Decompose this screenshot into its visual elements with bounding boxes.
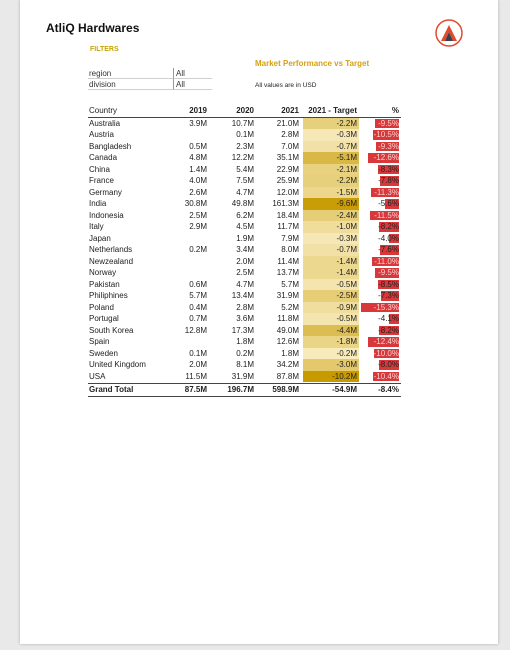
- pct-cell: [359, 198, 401, 210]
- pct-value: -4.1%: [378, 314, 399, 323]
- country-cell: South Korea: [89, 325, 134, 335]
- pct-value: -10.5%: [373, 130, 399, 139]
- pct-cell: [359, 221, 401, 233]
- table-row: [88, 210, 401, 222]
- total-2021: 598.9M: [272, 385, 299, 394]
- pct-value: -5.6%: [378, 199, 399, 208]
- country-cell: Bangladesh: [89, 141, 132, 151]
- country-cell: France: [89, 176, 114, 185]
- value-2021-cell: 22.9M: [276, 164, 299, 174]
- pct-value: -9.5%: [378, 268, 399, 277]
- target-gap-cell: -0.3M: [303, 129, 359, 141]
- pct-value: -4.0%: [378, 233, 399, 243]
- value-2021-cell: 5.2M: [281, 302, 299, 312]
- pct-cell: [359, 302, 401, 314]
- table-row: [88, 233, 401, 245]
- report-page: [20, 0, 498, 644]
- value-2020-cell: 31.9M: [231, 371, 254, 381]
- header-2021: 2021: [281, 106, 299, 115]
- filter-value[interactable]: All: [173, 68, 212, 79]
- table-row: [88, 325, 401, 337]
- value-2019-cell: 2.6M: [189, 187, 207, 197]
- header-pct: %: [391, 106, 399, 115]
- value-2020-cell: 4.7M: [236, 279, 254, 289]
- table-row: [88, 371, 401, 383]
- country-cell: Philiphines: [89, 291, 128, 300]
- pct-cell: [359, 141, 401, 153]
- value-2021-cell: 2.8M: [281, 130, 299, 139]
- country-cell: Australia: [89, 118, 121, 128]
- filter-key: division: [88, 79, 173, 90]
- value-2021-cell: 21.0M: [276, 118, 299, 128]
- value-2019-cell: [167, 336, 208, 348]
- pct-value: -7.3%: [378, 291, 399, 300]
- value-2019-cell: 0.7M: [189, 314, 207, 323]
- target-gap-cell: -10.2M: [303, 371, 359, 383]
- value-2019-cell: 0.1M: [189, 348, 207, 358]
- table-row: [88, 141, 401, 153]
- value-2021-cell: 35.1M: [276, 153, 299, 162]
- value-2019-cell: [167, 256, 208, 268]
- value-2019-cell: 0.6M: [189, 279, 207, 289]
- table-body: [88, 118, 401, 383]
- value-2020-cell: 2.8M: [236, 302, 254, 312]
- value-2020-cell: 2.0M: [236, 256, 254, 266]
- target-gap-cell: -2.1M: [303, 164, 359, 176]
- pct-cell: [359, 118, 401, 130]
- table-row: [88, 175, 401, 187]
- value-2020-cell: 8.1M: [236, 360, 254, 369]
- filter-value[interactable]: All: [173, 79, 212, 90]
- pct-value: -8.2%: [378, 222, 399, 231]
- value-2020-cell: 0.1M: [236, 130, 254, 139]
- value-2021-cell: 12.0M: [276, 187, 299, 197]
- country-cell: Japan: [89, 233, 111, 243]
- grand-total-row: [88, 383, 401, 397]
- header-2019: 2019: [189, 106, 207, 115]
- target-gap-cell: -1.4M: [303, 256, 359, 268]
- pct-value: -8.0%: [378, 360, 399, 369]
- atliq-logo-icon: [434, 18, 464, 48]
- pct-cell: [359, 290, 401, 302]
- country-cell: Canada: [89, 153, 118, 162]
- value-2020-cell: 17.3M: [231, 325, 254, 335]
- table-row: [88, 267, 401, 279]
- value-2021-cell: 34.2M: [276, 360, 299, 369]
- header-2020: 2020: [236, 106, 254, 115]
- target-gap-cell: -4.4M: [303, 325, 359, 337]
- table-row: [88, 359, 401, 371]
- value-2019-cell: 11.5M: [185, 371, 207, 381]
- table-row: [88, 290, 401, 302]
- value-2019-cell: [167, 233, 208, 245]
- pct-cell: [359, 279, 401, 291]
- value-2021-cell: 11.8M: [277, 314, 299, 323]
- country-cell: Newzealand: [89, 256, 134, 266]
- value-2021-cell: 5.7M: [281, 279, 299, 289]
- value-2019-cell: 30.8M: [184, 199, 207, 208]
- report-title: Market Performance vs Target: [255, 59, 370, 68]
- target-gap-cell: -0.3M: [303, 233, 359, 245]
- performance-table: [88, 105, 401, 397]
- target-gap-cell: -9.6M: [303, 198, 359, 210]
- value-2021-cell: 7.9M: [281, 233, 299, 243]
- pct-value: -11.3%: [374, 187, 399, 197]
- pct-cell: [359, 371, 401, 383]
- value-2019-cell: 5.7M: [189, 291, 207, 300]
- value-2019-cell: 2.0M: [189, 360, 207, 369]
- pct-cell: [359, 325, 401, 337]
- target-gap-cell: -0.5M: [303, 279, 359, 291]
- pct-value: -9.5%: [378, 118, 399, 128]
- pct-cell: [359, 256, 401, 268]
- total-target: -54.9M: [332, 385, 357, 394]
- total-2020: 196.7M: [227, 385, 254, 394]
- table-row: [88, 279, 401, 291]
- target-gap-cell: -3.0M: [303, 359, 359, 371]
- target-gap-cell: -0.5M: [303, 313, 359, 325]
- value-2019-cell: [167, 129, 208, 141]
- value-2021-cell: 49.0M: [276, 325, 299, 335]
- pct-cell: [359, 244, 401, 256]
- target-gap-cell: -2.4M: [303, 210, 359, 222]
- value-2020-cell: 7.5M: [236, 176, 254, 185]
- table-row: [88, 256, 401, 268]
- value-2020-cell: 2.3M: [236, 141, 254, 151]
- report-subtitle: All values are in USD: [255, 82, 317, 89]
- country-cell: Germany: [89, 187, 122, 197]
- table-row: [88, 198, 401, 210]
- table-row: [88, 164, 401, 176]
- target-gap-cell: -2.2M: [303, 118, 359, 130]
- country-cell: Italy: [89, 222, 104, 231]
- pct-cell: [359, 313, 401, 325]
- country-cell: Sweden: [89, 348, 118, 358]
- value-2020-cell: 12.2M: [231, 153, 254, 162]
- target-gap-cell: -1.8M: [303, 336, 359, 348]
- pct-cell: [359, 336, 401, 348]
- pct-value: -11.5%: [374, 210, 399, 220]
- country-cell: Pakistan: [89, 279, 120, 289]
- value-2021-cell: 13.7M: [276, 268, 299, 277]
- pct-value: -12.6%: [373, 153, 399, 162]
- pct-value: -8.3%: [378, 164, 399, 174]
- target-gap-cell: -0.2M: [303, 348, 359, 360]
- pct-value: -7.6%: [378, 245, 399, 254]
- table-row: [88, 152, 401, 164]
- filter-row-region[interactable]: [88, 68, 212, 79]
- pct-value: -9.3%: [378, 141, 399, 151]
- value-2020-cell: 4.7M: [236, 187, 254, 197]
- table-header: [88, 105, 401, 118]
- country-cell: United Kingdom: [89, 360, 146, 369]
- country-cell: Norway: [89, 268, 117, 277]
- pct-value: -12.4%: [373, 337, 399, 346]
- value-2021-cell: 12.6M: [276, 337, 299, 346]
- target-gap-cell: -0.9M: [303, 302, 359, 314]
- value-2020-cell: 2.5M: [236, 268, 254, 277]
- target-gap-cell: -1.0M: [303, 221, 359, 233]
- filters-label: FILTERS: [90, 46, 119, 53]
- pct-value: -8.5%: [378, 279, 399, 289]
- value-2019-cell: 1.4M: [189, 164, 207, 174]
- pct-cell: [359, 210, 401, 222]
- pct-cell: [359, 233, 401, 245]
- value-2021-cell: 8.0M: [281, 245, 299, 254]
- value-2020-cell: 3.4M: [236, 245, 254, 254]
- filter-table: [88, 68, 212, 90]
- table-row: [88, 244, 401, 256]
- value-2019-cell: 12.8M: [184, 325, 207, 335]
- value-2021-cell: 11.7M: [277, 222, 299, 231]
- country-cell: Austria: [89, 130, 114, 139]
- value-2021-cell: 18.4M: [276, 210, 299, 220]
- target-gap-cell: -1.5M: [303, 187, 359, 199]
- value-2019-cell: [167, 267, 208, 279]
- target-gap-cell: -0.7M: [303, 244, 359, 256]
- value-2021-cell: 31.9M: [276, 291, 299, 300]
- value-2019-cell: 0.5M: [189, 141, 207, 151]
- table-row: [88, 313, 401, 325]
- pct-cell: [359, 267, 401, 279]
- company-title: AtliQ Hardwares: [46, 21, 140, 35]
- pct-cell: [359, 187, 401, 199]
- total-pct: -8.4%: [378, 385, 399, 394]
- country-cell: India: [89, 199, 107, 208]
- value-2021-cell: 161.3M: [272, 199, 299, 208]
- value-2020-cell: 13.4M: [231, 291, 254, 300]
- country-cell: Spain: [89, 337, 110, 346]
- value-2019-cell: 0.2M: [189, 245, 207, 254]
- pct-value: -11.0%: [374, 256, 399, 266]
- value-2020-cell: 1.9M: [236, 233, 254, 243]
- value-2021-cell: 11.4M: [277, 256, 299, 266]
- table-row: [88, 302, 401, 314]
- country-cell: Portugal: [89, 314, 119, 323]
- table-row: [88, 187, 401, 199]
- pct-value: -7.8%: [378, 176, 399, 185]
- table-row: [88, 129, 401, 141]
- total-label: Grand Total: [89, 385, 134, 394]
- header-country: Country: [89, 106, 118, 115]
- value-2019-cell: 4.8M: [189, 153, 207, 162]
- target-gap-cell: -0.7M: [303, 141, 359, 153]
- pct-cell: [359, 164, 401, 176]
- value-2020-cell: 3.6M: [236, 314, 254, 323]
- value-2019-cell: 2.5M: [189, 210, 207, 220]
- pct-cell: [359, 348, 401, 360]
- pct-cell: [359, 175, 401, 187]
- country-cell: USA: [89, 371, 106, 381]
- pct-value: -8.2%: [378, 325, 399, 335]
- target-gap-cell: -2.2M: [303, 175, 359, 187]
- pct-value: -10.0%: [373, 348, 399, 358]
- table-row: [88, 221, 401, 233]
- value-2020-cell: 0.2M: [236, 348, 254, 358]
- value-2021-cell: 1.8M: [281, 348, 299, 358]
- filter-row-division[interactable]: [88, 79, 212, 90]
- value-2021-cell: 25.9M: [276, 176, 299, 185]
- value-2019-cell: 3.9M: [189, 118, 207, 128]
- filter-key: region: [88, 68, 173, 79]
- pct-cell: [359, 152, 401, 164]
- target-gap-cell: -2.5M: [303, 290, 359, 302]
- value-2019-cell: 4.0M: [189, 176, 207, 185]
- value-2019-cell: 0.4M: [189, 302, 207, 312]
- target-gap-cell: -1.4M: [303, 267, 359, 279]
- value-2020-cell: 4.5M: [236, 222, 254, 231]
- pct-value: -10.4%: [373, 371, 399, 381]
- table-row: [88, 348, 401, 360]
- table-row: [88, 118, 401, 130]
- pct-value: -15.3%: [373, 302, 399, 312]
- country-cell: China: [89, 164, 110, 174]
- value-2020-cell: 5.4M: [236, 164, 254, 174]
- value-2020-cell: 6.2M: [236, 210, 254, 220]
- total-2019: 87.5M: [184, 385, 207, 394]
- table-row: [88, 336, 401, 348]
- value-2020-cell: 49.8M: [231, 199, 254, 208]
- value-2021-cell: 7.0M: [281, 141, 299, 151]
- value-2021-cell: 87.8M: [276, 371, 299, 381]
- country-cell: Netherlands: [89, 245, 133, 254]
- value-2020-cell: 1.8M: [236, 337, 254, 346]
- value-2019-cell: 2.9M: [189, 222, 207, 231]
- value-2020-cell: 10.7M: [231, 118, 254, 128]
- target-gap-cell: -5.1M: [303, 152, 359, 164]
- pct-cell: [359, 359, 401, 371]
- header-target: 2021 - Target: [308, 106, 357, 115]
- country-cell: Indonesia: [89, 210, 124, 220]
- country-cell: Poland: [89, 302, 114, 312]
- pct-cell: [359, 129, 401, 141]
